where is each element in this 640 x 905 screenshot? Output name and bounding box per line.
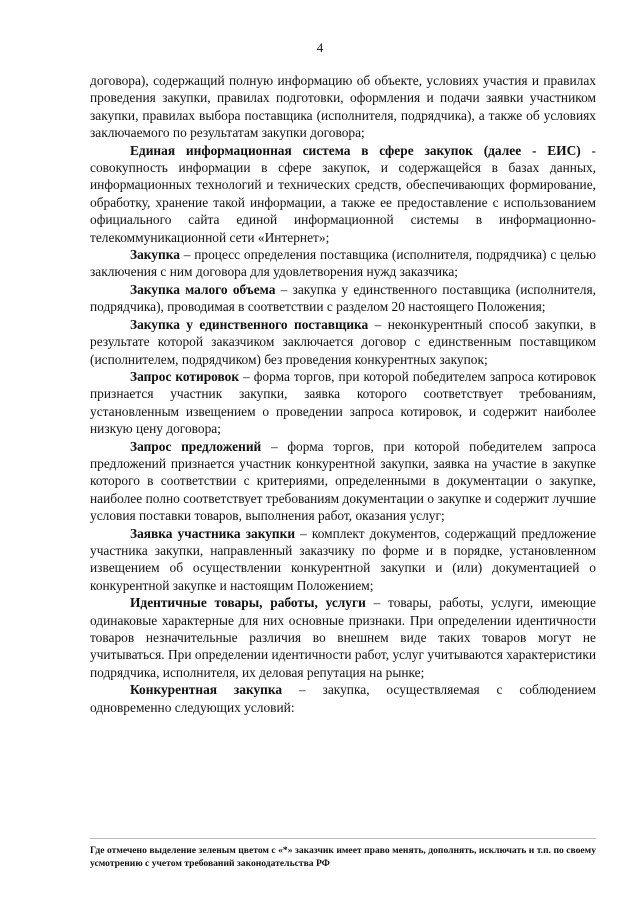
definition-identical-goods	[90, 594, 596, 681]
footer-divider	[90, 838, 596, 839]
definition-text: – процесс определения поставщика (исполнителя, подрядчика) с целью заключения с ним договора для удовлетворения нужд заказчика;	[90, 247, 596, 280]
definition-participant-bid	[90, 525, 596, 595]
definition-term: Запрос предложений	[130, 438, 262, 454]
definition-request-quotes	[90, 368, 596, 438]
definition-text: – закупка, осуществляемая с соблюдением одновременно следующих условий:	[90, 682, 596, 715]
definition-text: – товары, работы, услуги, имеющие одинаковые характерные для них основные признаки. При определении идентичности товаров незначительные различия во внешнем виде таких товаров могут не учитываться. При определении идентичности работ, услуг учитываются характеристики подрядчика, исполнителя, их деловая репутация на рынке;	[90, 595, 596, 680]
definition-term: Закупка у единственного поставщика	[130, 316, 369, 332]
definition-term: Конкурентная закупка	[130, 682, 283, 698]
definition-text: – комплект документов, содержащий предложение участника закупки, направленный заказчику по форме и в порядке, установленном извещением об осуществлении конкурентной закупки и (или) документацией о конкурентной закупке и настоящим Положением;	[90, 525, 597, 593]
definition-single-supplier	[90, 316, 596, 368]
definition-text: - совокупность информации в сфере закупок, и содержащейся в базах данных, информационных технологий и технических средств, обеспечивающих формирование, обработку, хранение такой информации, а также ее предоставление с использованием официального сайта единой информационной системы в информационно-телекоммуникационной сети «Интернет»;	[90, 142, 596, 245]
intro-paragraph: договора), содержащий полную информацию об объекте, условиях участия и правилах проведения закупки, правилах подготовки, оформления и подачи заявки участником закупки, правилах выбора поставщика (исполнителя, подрядчика), а также об условиях заключаемого по результатам закупки договора;	[90, 73, 596, 141]
definition-term: Заявка участника закупки	[130, 525, 296, 541]
definition-text: – неконкурентный способ закупки, в результате которой заказчиком заключается договор с единственным поставщиком (исполнителем, подрядчиком) без проведения конкурентных закупок;	[90, 316, 596, 367]
document-body	[90, 72, 596, 716]
definition-text: – закупка у единственного поставщика (исполнителя, подрядчика), проводимая в соответствии с разделом 20 настоящего Положения;	[90, 281, 596, 315]
definition-term: Идентичные товары, работы, услуги	[130, 595, 366, 611]
footer-note: Где отмечено выделение зеленым цветом с «*» заказчик имеет право менять, дополнять, исключать и т.п. по своему усмотрению с учетом требований законодательства РФ	[90, 845, 596, 869]
definition-eis	[90, 142, 596, 246]
definition-competitive-procurement	[90, 681, 596, 716]
definition-request-proposals	[90, 438, 596, 525]
page-number: 4	[316, 40, 324, 55]
definition-procurement	[90, 246, 596, 281]
definition-small-procurement	[90, 281, 596, 316]
definition-text: – форма торгов, при которой победителем запроса котировок признается участник закупки, заявка которого соответствует требованиям, установленным извещением о проведении запроса котировок, и содержит наиболее низкую цену договора;	[90, 368, 596, 437]
definition-text: – форма торгов, при которой победителем запроса предложений признается участник конкурентной закупки, заявка на участие в закупке которого в соответствии с критериями, определенными в документации о закупке, наиболее полно соответствует требованиям документации о закупке и содержит лучшие условия поставки товаров, выполнения работ, оказания услуг;	[90, 438, 597, 524]
definition-term: Единая информационная система в сфере закупок (далее - ЕИС)	[130, 142, 581, 158]
definition-term: Закупка малого объема	[130, 281, 276, 297]
definition-term: Запрос котировок	[130, 368, 240, 384]
definition-term: Закупка	[130, 247, 180, 263]
